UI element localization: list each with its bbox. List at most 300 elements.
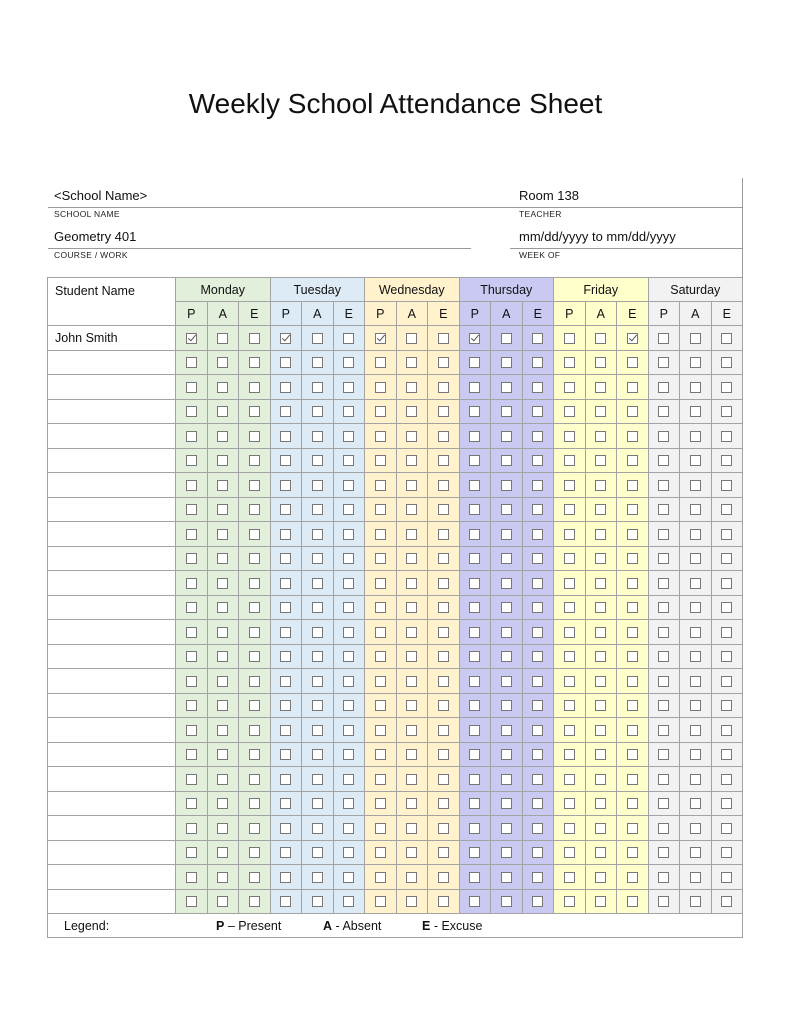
checkbox-p[interactable] (375, 431, 386, 442)
checkbox-e[interactable] (532, 602, 543, 613)
checkbox-e[interactable] (721, 676, 732, 687)
checkbox-a[interactable] (406, 357, 417, 368)
checkbox-e[interactable] (627, 578, 638, 589)
checkbox-e[interactable] (249, 896, 260, 907)
checkbox-a[interactable] (595, 749, 606, 760)
checkbox-e[interactable] (532, 529, 543, 540)
checkbox-a[interactable] (217, 627, 228, 638)
checkbox-a[interactable] (501, 798, 512, 809)
checkbox-e[interactable] (343, 382, 354, 393)
checkbox-a[interactable] (217, 676, 228, 687)
checkbox-p[interactable] (658, 676, 669, 687)
checkbox-p[interactable] (469, 627, 480, 638)
checkbox-a[interactable] (312, 872, 323, 883)
checkbox-p[interactable] (280, 553, 291, 564)
checkbox-e[interactable] (249, 700, 260, 711)
checkbox-e[interactable] (249, 847, 260, 858)
checkbox-p[interactable] (186, 676, 197, 687)
checkbox-p[interactable] (564, 480, 575, 491)
checkbox-e[interactable] (343, 627, 354, 638)
checkbox-e[interactable] (249, 774, 260, 785)
checkbox-a[interactable] (501, 725, 512, 736)
checkbox-p[interactable] (280, 749, 291, 760)
checkbox-p[interactable] (186, 774, 197, 785)
checkbox-e[interactable] (249, 602, 260, 613)
checkbox-a[interactable] (406, 431, 417, 442)
checkbox-p[interactable] (280, 333, 291, 344)
checkbox-a[interactable] (501, 676, 512, 687)
checkbox-p[interactable] (186, 431, 197, 442)
checkbox-a[interactable] (217, 774, 228, 785)
checkbox-p[interactable] (564, 455, 575, 466)
checkbox-a[interactable] (406, 725, 417, 736)
checkbox-e[interactable] (438, 553, 449, 564)
checkbox-p[interactable] (658, 431, 669, 442)
checkbox-a[interactable] (312, 627, 323, 638)
student-name-cell[interactable] (48, 497, 176, 522)
checkbox-p[interactable] (469, 700, 480, 711)
checkbox-e[interactable] (627, 553, 638, 564)
checkbox-a[interactable] (501, 651, 512, 662)
checkbox-p[interactable] (658, 725, 669, 736)
checkbox-p[interactable] (186, 578, 197, 589)
checkbox-p[interactable] (564, 700, 575, 711)
checkbox-a[interactable] (406, 774, 417, 785)
checkbox-e[interactable] (249, 357, 260, 368)
checkbox-a[interactable] (312, 333, 323, 344)
checkbox-e[interactable] (532, 896, 543, 907)
checkbox-a[interactable] (690, 529, 701, 540)
checkbox-e[interactable] (532, 774, 543, 785)
checkbox-a[interactable] (595, 431, 606, 442)
checkbox-p[interactable] (564, 382, 575, 393)
checkbox-e[interactable] (343, 357, 354, 368)
checkbox-a[interactable] (595, 823, 606, 834)
checkbox-e[interactable] (627, 357, 638, 368)
checkbox-p[interactable] (658, 774, 669, 785)
checkbox-a[interactable] (690, 798, 701, 809)
checkbox-a[interactable] (217, 357, 228, 368)
checkbox-e[interactable] (721, 725, 732, 736)
checkbox-a[interactable] (501, 578, 512, 589)
checkbox-e[interactable] (438, 480, 449, 491)
checkbox-a[interactable] (501, 896, 512, 907)
checkbox-a[interactable] (217, 333, 228, 344)
checkbox-e[interactable] (721, 896, 732, 907)
student-name-cell[interactable] (48, 620, 176, 645)
checkbox-p[interactable] (280, 872, 291, 883)
checkbox-a[interactable] (406, 798, 417, 809)
checkbox-a[interactable] (501, 553, 512, 564)
checkbox-a[interactable] (595, 602, 606, 613)
checkbox-e[interactable] (721, 357, 732, 368)
checkbox-a[interactable] (595, 651, 606, 662)
checkbox-a[interactable] (501, 774, 512, 785)
checkbox-a[interactable] (595, 725, 606, 736)
checkbox-e[interactable] (343, 774, 354, 785)
student-name-cell[interactable] (48, 644, 176, 669)
checkbox-p[interactable] (564, 847, 575, 858)
checkbox-a[interactable] (595, 872, 606, 883)
checkbox-p[interactable] (469, 774, 480, 785)
checkbox-e[interactable] (438, 578, 449, 589)
checkbox-p[interactable] (658, 700, 669, 711)
checkbox-p[interactable] (186, 651, 197, 662)
checkbox-e[interactable] (343, 676, 354, 687)
checkbox-a[interactable] (406, 382, 417, 393)
student-name-cell[interactable] (48, 718, 176, 743)
checkbox-p[interactable] (186, 749, 197, 760)
checkbox-a[interactable] (595, 627, 606, 638)
checkbox-e[interactable] (249, 504, 260, 515)
checkbox-e[interactable] (438, 357, 449, 368)
checkbox-e[interactable] (627, 651, 638, 662)
checkbox-e[interactable] (721, 529, 732, 540)
checkbox-p[interactable] (469, 553, 480, 564)
checkbox-a[interactable] (501, 700, 512, 711)
checkbox-p[interactable] (469, 872, 480, 883)
checkbox-p[interactable] (469, 749, 480, 760)
checkbox-p[interactable] (469, 431, 480, 442)
checkbox-e[interactable] (438, 406, 449, 417)
checkbox-a[interactable] (312, 725, 323, 736)
checkbox-e[interactable] (721, 431, 732, 442)
checkbox-p[interactable] (280, 798, 291, 809)
checkbox-a[interactable] (217, 602, 228, 613)
checkbox-e[interactable] (249, 455, 260, 466)
checkbox-e[interactable] (532, 480, 543, 491)
checkbox-e[interactable] (627, 823, 638, 834)
checkbox-a[interactable] (406, 749, 417, 760)
checkbox-a[interactable] (312, 651, 323, 662)
student-name-cell[interactable]: John Smith (48, 326, 176, 351)
checkbox-a[interactable] (501, 749, 512, 760)
checkbox-p[interactable] (375, 847, 386, 858)
checkbox-p[interactable] (658, 406, 669, 417)
checkbox-a[interactable] (595, 798, 606, 809)
checkbox-p[interactable] (564, 872, 575, 883)
student-name-cell[interactable] (48, 742, 176, 767)
checkbox-p[interactable] (658, 553, 669, 564)
checkbox-a[interactable] (217, 504, 228, 515)
checkbox-e[interactable] (721, 872, 732, 883)
checkbox-p[interactable] (658, 847, 669, 858)
checkbox-p[interactable] (375, 553, 386, 564)
checkbox-p[interactable] (280, 455, 291, 466)
checkbox-p[interactable] (375, 774, 386, 785)
checkbox-e[interactable] (438, 333, 449, 344)
checkbox-a[interactable] (690, 676, 701, 687)
checkbox-e[interactable] (721, 847, 732, 858)
checkbox-e[interactable] (721, 749, 732, 760)
checkbox-a[interactable] (690, 333, 701, 344)
checkbox-p[interactable] (469, 725, 480, 736)
checkbox-p[interactable] (564, 896, 575, 907)
teacher-value[interactable]: Room 138 (519, 188, 579, 203)
checkbox-e[interactable] (627, 872, 638, 883)
checkbox-p[interactable] (658, 749, 669, 760)
checkbox-p[interactable] (658, 333, 669, 344)
checkbox-e[interactable] (532, 700, 543, 711)
checkbox-p[interactable] (280, 847, 291, 858)
student-name-cell[interactable] (48, 595, 176, 620)
checkbox-a[interactable] (312, 896, 323, 907)
checkbox-a[interactable] (595, 504, 606, 515)
checkbox-e[interactable] (721, 553, 732, 564)
checkbox-e[interactable] (343, 480, 354, 491)
checkbox-a[interactable] (217, 553, 228, 564)
checkbox-p[interactable] (375, 382, 386, 393)
checkbox-e[interactable] (532, 798, 543, 809)
checkbox-e[interactable] (343, 872, 354, 883)
checkbox-e[interactable] (627, 627, 638, 638)
checkbox-p[interactable] (186, 382, 197, 393)
checkbox-a[interactable] (217, 749, 228, 760)
checkbox-p[interactable] (186, 504, 197, 515)
checkbox-p[interactable] (280, 382, 291, 393)
checkbox-a[interactable] (217, 847, 228, 858)
checkbox-p[interactable] (375, 676, 386, 687)
checkbox-e[interactable] (721, 651, 732, 662)
checkbox-a[interactable] (690, 872, 701, 883)
student-name-cell[interactable] (48, 693, 176, 718)
checkbox-e[interactable] (438, 602, 449, 613)
checkbox-a[interactable] (595, 896, 606, 907)
checkbox-e[interactable] (721, 578, 732, 589)
checkbox-p[interactable] (375, 357, 386, 368)
checkbox-e[interactable] (249, 651, 260, 662)
checkbox-p[interactable] (375, 872, 386, 883)
checkbox-e[interactable] (627, 455, 638, 466)
checkbox-e[interactable] (627, 431, 638, 442)
checkbox-e[interactable] (532, 504, 543, 515)
checkbox-p[interactable] (469, 847, 480, 858)
checkbox-e[interactable] (438, 725, 449, 736)
checkbox-a[interactable] (501, 455, 512, 466)
checkbox-a[interactable] (595, 700, 606, 711)
checkbox-p[interactable] (564, 823, 575, 834)
checkbox-e[interactable] (627, 749, 638, 760)
student-name-cell[interactable] (48, 522, 176, 547)
checkbox-p[interactable] (186, 896, 197, 907)
checkbox-a[interactable] (501, 431, 512, 442)
checkbox-p[interactable] (186, 725, 197, 736)
checkbox-p[interactable] (469, 357, 480, 368)
checkbox-a[interactable] (406, 847, 417, 858)
checkbox-e[interactable] (249, 578, 260, 589)
checkbox-a[interactable] (312, 357, 323, 368)
checkbox-e[interactable] (627, 896, 638, 907)
checkbox-a[interactable] (690, 382, 701, 393)
checkbox-e[interactable] (343, 725, 354, 736)
checkbox-a[interactable] (312, 431, 323, 442)
checkbox-a[interactable] (406, 578, 417, 589)
checkbox-p[interactable] (469, 823, 480, 834)
checkbox-e[interactable] (721, 823, 732, 834)
checkbox-p[interactable] (658, 504, 669, 515)
checkbox-p[interactable] (375, 627, 386, 638)
checkbox-a[interactable] (217, 823, 228, 834)
checkbox-a[interactable] (690, 357, 701, 368)
checkbox-e[interactable] (343, 896, 354, 907)
checkbox-e[interactable] (627, 529, 638, 540)
checkbox-e[interactable] (438, 700, 449, 711)
checkbox-p[interactable] (658, 455, 669, 466)
checkbox-e[interactable] (532, 651, 543, 662)
checkbox-e[interactable] (249, 553, 260, 564)
checkbox-a[interactable] (690, 431, 701, 442)
checkbox-p[interactable] (469, 480, 480, 491)
checkbox-p[interactable] (375, 823, 386, 834)
checkbox-a[interactable] (217, 798, 228, 809)
checkbox-p[interactable] (469, 651, 480, 662)
checkbox-p[interactable] (280, 431, 291, 442)
checkbox-a[interactable] (312, 700, 323, 711)
checkbox-a[interactable] (501, 504, 512, 515)
checkbox-p[interactable] (375, 749, 386, 760)
checkbox-e[interactable] (532, 382, 543, 393)
student-name-cell[interactable] (48, 840, 176, 865)
checkbox-p[interactable] (658, 578, 669, 589)
checkbox-p[interactable] (469, 504, 480, 515)
checkbox-e[interactable] (438, 823, 449, 834)
checkbox-p[interactable] (280, 578, 291, 589)
checkbox-a[interactable] (501, 627, 512, 638)
checkbox-a[interactable] (406, 823, 417, 834)
checkbox-p[interactable] (564, 529, 575, 540)
checkbox-e[interactable] (532, 455, 543, 466)
checkbox-p[interactable] (469, 578, 480, 589)
checkbox-p[interactable] (280, 896, 291, 907)
checkbox-e[interactable] (627, 406, 638, 417)
checkbox-e[interactable] (343, 333, 354, 344)
checkbox-a[interactable] (595, 529, 606, 540)
checkbox-e[interactable] (627, 504, 638, 515)
checkbox-p[interactable] (658, 480, 669, 491)
checkbox-e[interactable] (532, 333, 543, 344)
checkbox-p[interactable] (564, 578, 575, 589)
checkbox-p[interactable] (469, 406, 480, 417)
checkbox-a[interactable] (217, 725, 228, 736)
checkbox-p[interactable] (375, 529, 386, 540)
student-name-cell[interactable] (48, 546, 176, 571)
checkbox-e[interactable] (627, 774, 638, 785)
checkbox-a[interactable] (595, 357, 606, 368)
checkbox-e[interactable] (721, 700, 732, 711)
checkbox-p[interactable] (469, 798, 480, 809)
checkbox-e[interactable] (249, 431, 260, 442)
checkbox-p[interactable] (658, 627, 669, 638)
checkbox-p[interactable] (658, 529, 669, 540)
checkbox-a[interactable] (406, 896, 417, 907)
checkbox-e[interactable] (721, 406, 732, 417)
checkbox-a[interactable] (690, 627, 701, 638)
checkbox-e[interactable] (438, 455, 449, 466)
checkbox-a[interactable] (312, 406, 323, 417)
checkbox-p[interactable] (564, 553, 575, 564)
checkbox-a[interactable] (217, 700, 228, 711)
checkbox-e[interactable] (249, 725, 260, 736)
checkbox-a[interactable] (312, 529, 323, 540)
checkbox-e[interactable] (627, 602, 638, 613)
checkbox-p[interactable] (375, 651, 386, 662)
checkbox-p[interactable] (186, 847, 197, 858)
checkbox-e[interactable] (438, 896, 449, 907)
checkbox-p[interactable] (564, 651, 575, 662)
checkbox-e[interactable] (627, 798, 638, 809)
checkbox-a[interactable] (406, 602, 417, 613)
checkbox-e[interactable] (249, 480, 260, 491)
checkbox-a[interactable] (406, 504, 417, 515)
checkbox-a[interactable] (406, 529, 417, 540)
checkbox-a[interactable] (690, 455, 701, 466)
checkbox-e[interactable] (532, 627, 543, 638)
checkbox-a[interactable] (595, 480, 606, 491)
checkbox-a[interactable] (217, 651, 228, 662)
checkbox-e[interactable] (249, 872, 260, 883)
checkbox-e[interactable] (249, 382, 260, 393)
checkbox-a[interactable] (501, 480, 512, 491)
checkbox-p[interactable] (658, 602, 669, 613)
checkbox-a[interactable] (690, 553, 701, 564)
checkbox-a[interactable] (312, 578, 323, 589)
student-name-cell[interactable] (48, 889, 176, 914)
checkbox-p[interactable] (280, 602, 291, 613)
checkbox-e[interactable] (721, 602, 732, 613)
checkbox-a[interactable] (690, 700, 701, 711)
checkbox-p[interactable] (469, 382, 480, 393)
student-name-cell[interactable] (48, 399, 176, 424)
checkbox-e[interactable] (249, 529, 260, 540)
checkbox-p[interactable] (280, 676, 291, 687)
checkbox-p[interactable] (375, 896, 386, 907)
checkbox-p[interactable] (186, 406, 197, 417)
checkbox-p[interactable] (186, 455, 197, 466)
checkbox-p[interactable] (280, 406, 291, 417)
checkbox-p[interactable] (564, 798, 575, 809)
checkbox-p[interactable] (186, 823, 197, 834)
checkbox-p[interactable] (186, 872, 197, 883)
checkbox-e[interactable] (627, 700, 638, 711)
checkbox-p[interactable] (658, 823, 669, 834)
checkbox-p[interactable] (564, 504, 575, 515)
checkbox-p[interactable] (186, 602, 197, 613)
checkbox-p[interactable] (375, 333, 386, 344)
checkbox-e[interactable] (438, 431, 449, 442)
checkbox-a[interactable] (406, 553, 417, 564)
checkbox-a[interactable] (312, 602, 323, 613)
checkbox-p[interactable] (280, 529, 291, 540)
checkbox-p[interactable] (186, 357, 197, 368)
checkbox-a[interactable] (690, 823, 701, 834)
checkbox-e[interactable] (343, 406, 354, 417)
checkbox-a[interactable] (501, 847, 512, 858)
checkbox-a[interactable] (501, 406, 512, 417)
checkbox-e[interactable] (249, 749, 260, 760)
student-name-cell[interactable] (48, 669, 176, 694)
checkbox-a[interactable] (690, 504, 701, 515)
checkbox-e[interactable] (532, 578, 543, 589)
checkbox-e[interactable] (438, 749, 449, 760)
checkbox-p[interactable] (186, 798, 197, 809)
checkbox-a[interactable] (595, 406, 606, 417)
checkbox-e[interactable] (343, 823, 354, 834)
checkbox-a[interactable] (406, 651, 417, 662)
checkbox-p[interactable] (280, 357, 291, 368)
checkbox-p[interactable] (280, 725, 291, 736)
checkbox-e[interactable] (343, 700, 354, 711)
checkbox-e[interactable] (532, 749, 543, 760)
